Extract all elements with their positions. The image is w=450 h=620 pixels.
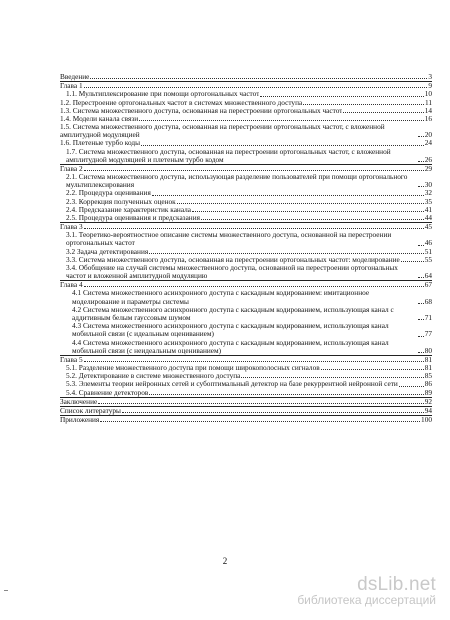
toc-leader-dots bbox=[90, 77, 427, 79]
toc-entry-title: 2.5. Процедура оценивания и предсказания bbox=[66, 213, 200, 222]
toc-entry-page: 30 bbox=[424, 180, 432, 190]
toc-entry bbox=[60, 73, 432, 81]
toc-entry-title: 3.3. Система множественного доступа, основанная на перестроении ортогональных частот: моделирование bbox=[66, 255, 400, 264]
toc-entry-page: 16 bbox=[424, 113, 432, 123]
toc-entry-title: 5.4. Сравнение детекторов bbox=[66, 388, 149, 397]
toc-entry-page: 51 bbox=[424, 246, 432, 256]
toc-entry-page: 11 bbox=[424, 97, 432, 107]
toc-entry bbox=[60, 222, 432, 231]
toc-entry-title: 2.2. Процедура оценивания bbox=[66, 189, 151, 198]
toc-entry-title: 1.2. Перестроение ортогональных частот в системах множественного доступа bbox=[60, 98, 303, 107]
toc-entry-title: 2.4. Предсказание характеристик канала bbox=[66, 205, 192, 214]
toc-entry bbox=[60, 406, 432, 415]
toc-entry bbox=[60, 148, 432, 164]
toc-leader-dots bbox=[122, 411, 424, 413]
toc-entry-title: 1.3. Система множественного доступа, основанная на перестроении ортогональных частот bbox=[60, 106, 343, 115]
toc-entry-page: 81 bbox=[424, 363, 432, 373]
toc-entry bbox=[60, 280, 432, 289]
toc-entry bbox=[60, 164, 432, 173]
toc-entry bbox=[60, 322, 432, 338]
toc-leader-dots bbox=[84, 86, 428, 88]
toc-entry-page: 45 bbox=[424, 222, 432, 232]
toc-leader-dots bbox=[303, 103, 424, 105]
toc-leader-dots bbox=[84, 169, 424, 171]
toc-leader-dots bbox=[141, 144, 424, 146]
toc-entry-title: Глава 5 bbox=[60, 355, 83, 364]
toc-entry-title: 5.3. Элементы теории нейронных сетей и субоптимальный детектор на базе рекуррентной нейронной сети bbox=[66, 380, 398, 389]
toc-leader-dots bbox=[418, 351, 424, 353]
toc-leader-dots bbox=[343, 111, 423, 113]
toc-entry bbox=[60, 198, 432, 206]
toc-leader-dots bbox=[98, 402, 423, 404]
toc-entry-title: Глава 1 bbox=[60, 82, 83, 91]
toc-entry-page: 64 bbox=[424, 271, 432, 281]
toc-entry bbox=[60, 231, 432, 247]
toc-entry bbox=[60, 123, 432, 139]
toc-leader-dots bbox=[177, 202, 424, 204]
toc-leader-dots bbox=[321, 368, 424, 370]
toc-entry bbox=[60, 339, 432, 355]
toc-entry-page: 85 bbox=[424, 371, 432, 381]
toc-entry-page: 9 bbox=[428, 81, 432, 91]
toc-leader-dots bbox=[418, 244, 424, 246]
table-of-contents bbox=[60, 73, 432, 424]
toc-leader-dots bbox=[84, 285, 424, 287]
toc-entry bbox=[60, 107, 432, 115]
toc-entry-page: 55 bbox=[424, 254, 432, 264]
toc-entry-page: 44 bbox=[424, 212, 432, 222]
toc-entry-page: 81 bbox=[424, 354, 432, 364]
watermark bbox=[297, 574, 436, 607]
toc-entry-page: 3 bbox=[428, 72, 432, 81]
scan-mark bbox=[4, 590, 8, 591]
watermark-subtitle: библиотека диссертаций bbox=[297, 593, 436, 607]
toc-entry-page: 94 bbox=[424, 405, 432, 415]
toc-entry bbox=[60, 81, 432, 90]
toc-entry-title: 1.5. Система множественного доступа, основанная на перестроении ортогональных частот, с вложенной амплитудной модуляцией bbox=[60, 123, 385, 140]
page-number: 2 bbox=[222, 556, 228, 566]
toc-leader-dots bbox=[84, 227, 424, 229]
toc-leader-dots bbox=[399, 385, 424, 387]
toc-leader-dots bbox=[418, 318, 424, 320]
toc-entry bbox=[60, 264, 432, 280]
toc-leader-dots bbox=[401, 260, 424, 262]
toc-entry-title: Глава 2 bbox=[60, 164, 83, 173]
toc-entry-title: Заключение bbox=[60, 397, 98, 406]
toc-entry-title: 2.3. Коррекция полученных оценок bbox=[66, 197, 176, 206]
toc-entry bbox=[60, 389, 432, 397]
toc-leader-dots bbox=[100, 420, 420, 422]
toc-leader-dots bbox=[418, 276, 424, 278]
toc-entry bbox=[60, 115, 432, 123]
toc-entry bbox=[60, 415, 432, 424]
toc-entry-title: 4.2 Система множественного асинхронного доступа с каскадным кодированием, использующая канал с аддитивным белым гауссовым шумом bbox=[72, 305, 394, 322]
toc-leader-dots bbox=[149, 393, 423, 395]
toc-entry bbox=[60, 372, 432, 380]
toc-entry bbox=[60, 306, 432, 322]
toc-entry-page: 10 bbox=[424, 89, 432, 99]
toc-entry-page: 71 bbox=[424, 312, 432, 322]
toc-entry-page: 26 bbox=[424, 154, 432, 164]
toc-entry bbox=[60, 364, 432, 372]
toc-entry bbox=[60, 397, 432, 406]
toc-leader-dots bbox=[192, 210, 424, 212]
toc-entry-title: Глава 4 bbox=[60, 281, 83, 290]
toc-entry-page: 80 bbox=[424, 345, 432, 355]
toc-entry-title: 4.4 Система множественного асинхронного доступа с каскадным кодированием, использующая канал мобильной связи (с неидеальным оцениванием) bbox=[72, 338, 389, 355]
toc-entry bbox=[60, 206, 432, 214]
toc-entry bbox=[60, 248, 432, 256]
toc-leader-dots bbox=[418, 335, 424, 337]
toc-leader-dots bbox=[418, 302, 424, 304]
toc-entry-title: 1.4. Модели канала связи bbox=[60, 114, 139, 123]
toc-entry-title: 3.1. Теоретико-вероятностное описание системы множественного доступа, основанной на перестроении ортогональных частот bbox=[66, 231, 392, 248]
toc-entry-page: 92 bbox=[424, 396, 432, 406]
toc-leader-dots bbox=[241, 376, 423, 378]
toc-entry-page: 35 bbox=[424, 196, 432, 206]
toc-entry-page: 46 bbox=[424, 238, 432, 248]
toc-leader-dots bbox=[201, 218, 424, 220]
toc-entry-page: 32 bbox=[424, 188, 432, 198]
toc-entry bbox=[60, 99, 432, 107]
toc-leader-dots bbox=[139, 119, 424, 121]
toc-entry-page: 29 bbox=[424, 163, 432, 173]
toc-entry-title: 1.1. Мультиплексирование при помощи ортогональных частот bbox=[66, 90, 260, 99]
toc-entry bbox=[60, 355, 432, 364]
toc-entry-title: 2.1. Система множественного доступа, использующая разделение пользователей при помощи ортогонального мультиплексирования bbox=[66, 173, 408, 190]
toc-entry bbox=[60, 90, 432, 98]
toc-entry bbox=[60, 380, 432, 388]
toc-entry-page: 24 bbox=[424, 138, 432, 148]
toc-entry-page: 100 bbox=[421, 415, 432, 425]
toc-entry-title: 4.3 Система множественного асинхронного доступа с каскадным кодированием, использующая канал мобильной связи (с идеальным оцениванием) bbox=[72, 322, 389, 339]
toc-entry-title: Список литературы bbox=[60, 406, 121, 415]
toc-entry-title: Приложения bbox=[60, 416, 100, 425]
toc-entry-title: 5.1. Разделение множественного доступа при помощи широкополосных сигналов bbox=[66, 364, 320, 373]
toc-entry-page: 89 bbox=[424, 387, 432, 397]
toc-entry-title: 1.7. Система множественного доступа, основанная на перестроении ортогональных частот, с вложенной амплитудной модуляцией и плетеным турбо кодом bbox=[66, 147, 391, 164]
toc-entry bbox=[60, 189, 432, 197]
toc-entry-page: 20 bbox=[424, 130, 432, 140]
toc-leader-dots bbox=[152, 194, 424, 196]
toc-entry bbox=[60, 139, 432, 147]
toc-entry-title: 3.2 Задача детектирования bbox=[66, 247, 149, 256]
toc-entry bbox=[60, 214, 432, 222]
toc-entry bbox=[60, 256, 432, 264]
watermark-logo: dsLib.net bbox=[357, 574, 436, 595]
toc-entry-page: 67 bbox=[424, 280, 432, 290]
toc-entry-title: 4.1 Система множественного асинхронного доступа с каскадным кодированием: имитационное моделирование и параметры системы bbox=[72, 289, 370, 306]
toc-entry-title: 1.6. Плетеные турбо коды bbox=[60, 139, 141, 148]
toc-entry-title: 3.4. Обобщение на случай системы множественного доступа, основанной на перестроении ортогональных частот и вложенной амплитудной модуляцию bbox=[66, 263, 398, 281]
toc-leader-dots bbox=[260, 95, 423, 97]
toc-entry-page: 68 bbox=[424, 296, 432, 306]
toc-entry-title: 5.2. Детектирование в системе множественного доступа bbox=[66, 372, 241, 381]
toc-leader-dots bbox=[418, 185, 424, 187]
toc-leader-dots bbox=[149, 252, 423, 254]
toc-leader-dots bbox=[418, 135, 424, 137]
toc-entry-page: 14 bbox=[424, 105, 432, 115]
toc-leader-dots bbox=[418, 160, 424, 162]
toc-entry bbox=[60, 289, 432, 305]
toc-entry-page: 86 bbox=[424, 379, 432, 389]
toc-entry bbox=[60, 173, 432, 189]
toc-leader-dots bbox=[84, 360, 424, 362]
toc-entry-title: Введение bbox=[60, 73, 90, 81]
toc-entry-page: 77 bbox=[424, 329, 432, 339]
toc-entry-title: Глава 3 bbox=[60, 223, 83, 232]
toc-entry-page: 41 bbox=[424, 204, 432, 214]
